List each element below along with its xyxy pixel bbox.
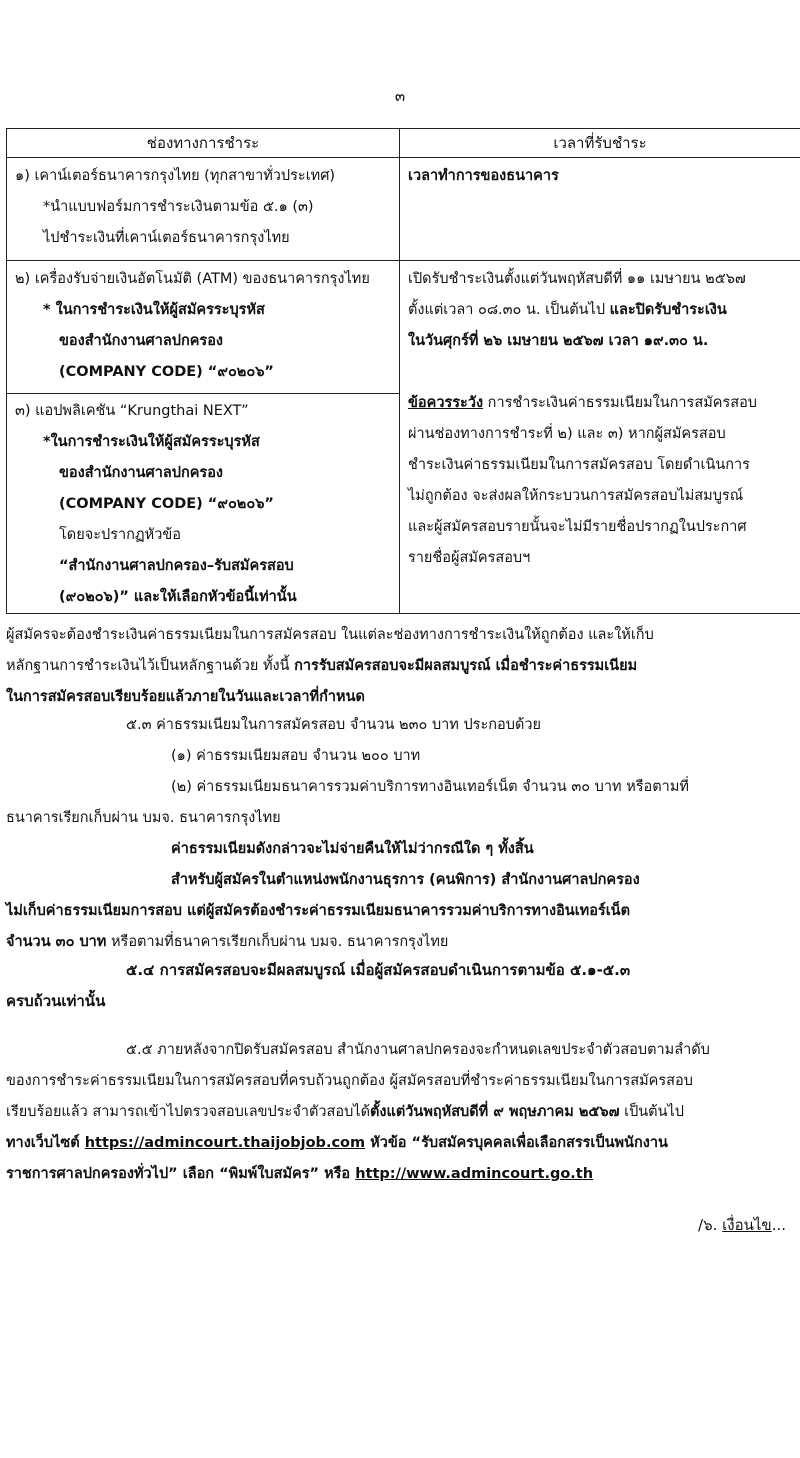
channel-2-note: * ในการชำระเงินให้ผู้สมัครระบุรหัส (43, 302, 265, 318)
time-merged-cell (400, 261, 800, 614)
clerk-line-1: สำหรับผู้สมัครในตำแหน่งพนักงานธุรการ (คนพิการ) สำนักงานศาลปกครอง (171, 872, 640, 888)
clerk-line-2: ไม่เก็บค่าธรรมเนียมการสอบ แต่ผู้สมัครต้องชำระค่าธรรมเนียมธนาคารรวมค่าบริการทางอินเทอร์เน็ต (6, 903, 630, 919)
paragraph-payment-note (6, 620, 796, 713)
section-5-3-title: ๕.๓ ค่าธรรมเนียมในการสมัครสอบ จำนวน ๒๓๐ บาท ประกอบด้วย (126, 717, 542, 733)
table-row (7, 158, 800, 261)
para-line-bold: ในการสมัครสอบเรียบร้อยแล้วภายในวันและเวลาที่กำหนด (6, 689, 365, 705)
section-5-4-line-2: ครบถ้วนเท่านั้น (6, 992, 106, 1010)
caution-text-2: ผ่านช่องทางการชำระที่ ๒) และ ๓) หากผู้สมัครสอบ (408, 426, 726, 442)
open-payment-text: เปิดรับชำระเงินตั้งแต่วันพฤหัสบดีที่ ๑๑ เมษายน ๒๕๖๗ (408, 271, 746, 287)
channel-app-cell (7, 394, 400, 614)
channel-3-company-code: (COMPANY CODE) “๙๐๒๐๖” (59, 496, 274, 512)
section-5-4-line-1: ๕.๔ การสมัครสอบจะมีผลสมบูรณ์ เมื่อผู้สมัครสอบดำเนินการตามข้อ ๕.๑-๕.๓ (126, 961, 631, 979)
channel-2-title: ๒) เครื่องรับจ่ายเงินอัตโนมัติ (ATM) ของธนาคารกรุงไทย (15, 271, 370, 287)
section-5-3-item-2-cont: ธนาคารเรียกเก็บผ่าน บมจ. ธนาคารกรุงไทย (6, 810, 281, 826)
channel-1-title: ๑) เคาน์เตอร์ธนาคารกรุงไทย (ทุกสาขาทั่วประเทศ) (15, 168, 336, 184)
caution-text-6: รายชื่อผู้สมัครสอบฯ (408, 550, 531, 566)
channel-3-note: *ในการชำระเงินให้ผู้สมัครระบุรหัส (43, 434, 260, 450)
section-5-5 (6, 1035, 796, 1190)
open-time-text: ตั้งแต่เวลา ๐๘.๓๐ น. เป็นต้นไป (408, 302, 610, 318)
channel-1-note: *นำแบบฟอร์มการชำระเงินตามข้อ ๕.๑ (๓) (43, 199, 314, 215)
channel-3-topic-name: “สำนักงานศาลปกครอง–รับสมัครสอบ (59, 558, 294, 574)
footer-suffix: ... (771, 1216, 786, 1234)
para-line: หลักฐานการชำระเงินไว้เป็นหลักฐานด้วย ทั้งนี้ (6, 658, 295, 674)
close-date-text: ในวันศุกร์ที่ ๒๖ เมษายน ๒๕๖๗ เวลา ๑๙.๓๐ น. (408, 333, 709, 349)
clerk-line-3-bold: จำนวน ๓๐ บาท (6, 934, 107, 950)
thaijobjob-link[interactable]: https://admincourt.thaijobjob.com (84, 1135, 366, 1151)
bank-hours-text: เวลาทำการของธนาคาร (408, 168, 559, 184)
footer-next-section: เงื่อนไข (722, 1216, 772, 1234)
footer-prefix: /๖. (698, 1216, 723, 1234)
channel-2-note-2: ของสำนักงานศาลปกครอง (59, 333, 224, 349)
payment-channels-table (6, 128, 800, 614)
section-5-5-line-4: ทางเว็บไซต์ (6, 1135, 85, 1151)
section-5-5-line-3: เรียบร้อยแล้ว สามารถเข้าไปตรวจสอบเลขประจำตัวสอบได้ (6, 1104, 370, 1120)
section-5-3-item-2: (๒) ค่าธรรมเนียมธนาคารรวมค่าบริการทางอินเทอร์เน็ต จำนวน ๓๐ บาท หรือตามที่ (171, 779, 689, 795)
section-5-4 (6, 955, 796, 1017)
no-refund-notice: ค่าธรรมเนียมดังกล่าวจะไม่จ่ายคืนให้ไม่ว่ากรณีใด ๆ ทั้งสิ้น (171, 841, 534, 857)
table-header-row (7, 129, 800, 158)
caution-text-3: ชำระเงินค่าธรรมเนียมในการสมัครสอบ โดยดำเนินการ (408, 457, 750, 473)
section-5-5-line-4-end: หัวข้อ “รับสมัครบุคคลเพื่อเลือกสรรเป็นพนักงาน (365, 1135, 668, 1151)
channel-3-topic-intro: โดยจะปรากฏหัวข้อ (59, 527, 181, 543)
channel-atm-cell (7, 261, 400, 394)
channel-2-company-code: (COMPANY CODE) “๙๐๒๐๖” (59, 364, 274, 380)
channel-counter-cell (7, 158, 400, 261)
section-5-3 (6, 710, 796, 958)
caution-text-1: การชำระเงินค่าธรรมเนียมในการสมัครสอบ (483, 395, 757, 411)
caution-text-4: ไม่ถูกต้อง จะส่งผลให้กระบวนการสมัครสอบไม่สมบูรณ์ (408, 488, 744, 504)
channel-1-note-2: ไปชำระเงินที่เคาน์เตอร์ธนาคารกรุงไทย (43, 230, 290, 246)
para-line-bold: การรับสมัครสอบจะมีผลสมบูรณ์ เมื่อชำระค่าธรรมเนียม (294, 658, 638, 674)
channel-3-note-2: ของสำนักงานศาลปกครอง (59, 465, 224, 481)
section-5-5-line-2: ของการชำระค่าธรรมเนียมในการสมัครสอบที่ครบถ้วนถูกต้อง ผู้สมัครสอบที่ชำระค่าธรรมเนียมในการสมัครสอบ (6, 1073, 693, 1089)
channel-3-topic-select: (๙๐๒๐๖)” และให้เลือกหัวข้อนี้เท่านั้น (59, 589, 297, 605)
section-5-5-line-1: ๕.๕ ภายหลังจากปิดรับสมัครสอบ สำนักงานศาลปกครองจะกำหนดเลขประจำตัวสอบตามลำดับ (126, 1042, 710, 1058)
section-5-5-date: ตั้งแต่วันพฤหัสบดีที่ ๙ พฤษภาคม ๒๕๖๗ (370, 1104, 620, 1120)
para-line: ผู้สมัครจะต้องชำระเงินค่าธรรมเนียมในการสมัครสอบ ในแต่ละช่องทางการชำระเงินให้ถูกต้อง และให้เก็บ (6, 627, 654, 643)
clerk-line-3: หรือตามที่ธนาคารเรียกเก็บผ่าน บมจ. ธนาคารกรุงไทย (106, 934, 449, 950)
caution-label: ข้อควรระวัง (408, 395, 484, 411)
section-5-3-item-1: (๑) ค่าธรรมเนียมสอบ จำนวน ๒๐๐ บาท (171, 748, 421, 764)
page-number: ๓ (394, 87, 406, 105)
header-payment-channel: ช่องทางการชำระ (7, 129, 400, 158)
table-row (7, 261, 800, 394)
continuation-footer (698, 1213, 786, 1237)
close-payment-text: และปิดรับชำระเงิน (609, 302, 727, 318)
time-counter-cell (400, 158, 800, 261)
channel-3-title: ๓) แอปพลิเคชัน “Krungthai NEXT” (15, 403, 249, 419)
section-5-5-line-3-end: เป็นต้นไป (619, 1104, 685, 1120)
header-payment-time: เวลาที่รับชำระ (400, 129, 800, 158)
section-5-5-line-5: ราชการศาลปกครองทั่วไป” เลือก “พิมพ์ใบสมัคร” หรือ (6, 1166, 356, 1182)
admincourt-link[interactable]: http://www.admincourt.go.th (355, 1166, 594, 1182)
caution-text-5: และผู้สมัครสอบรายนั้นจะไม่มีรายชื่อปรากฏในประกาศ (408, 519, 747, 535)
